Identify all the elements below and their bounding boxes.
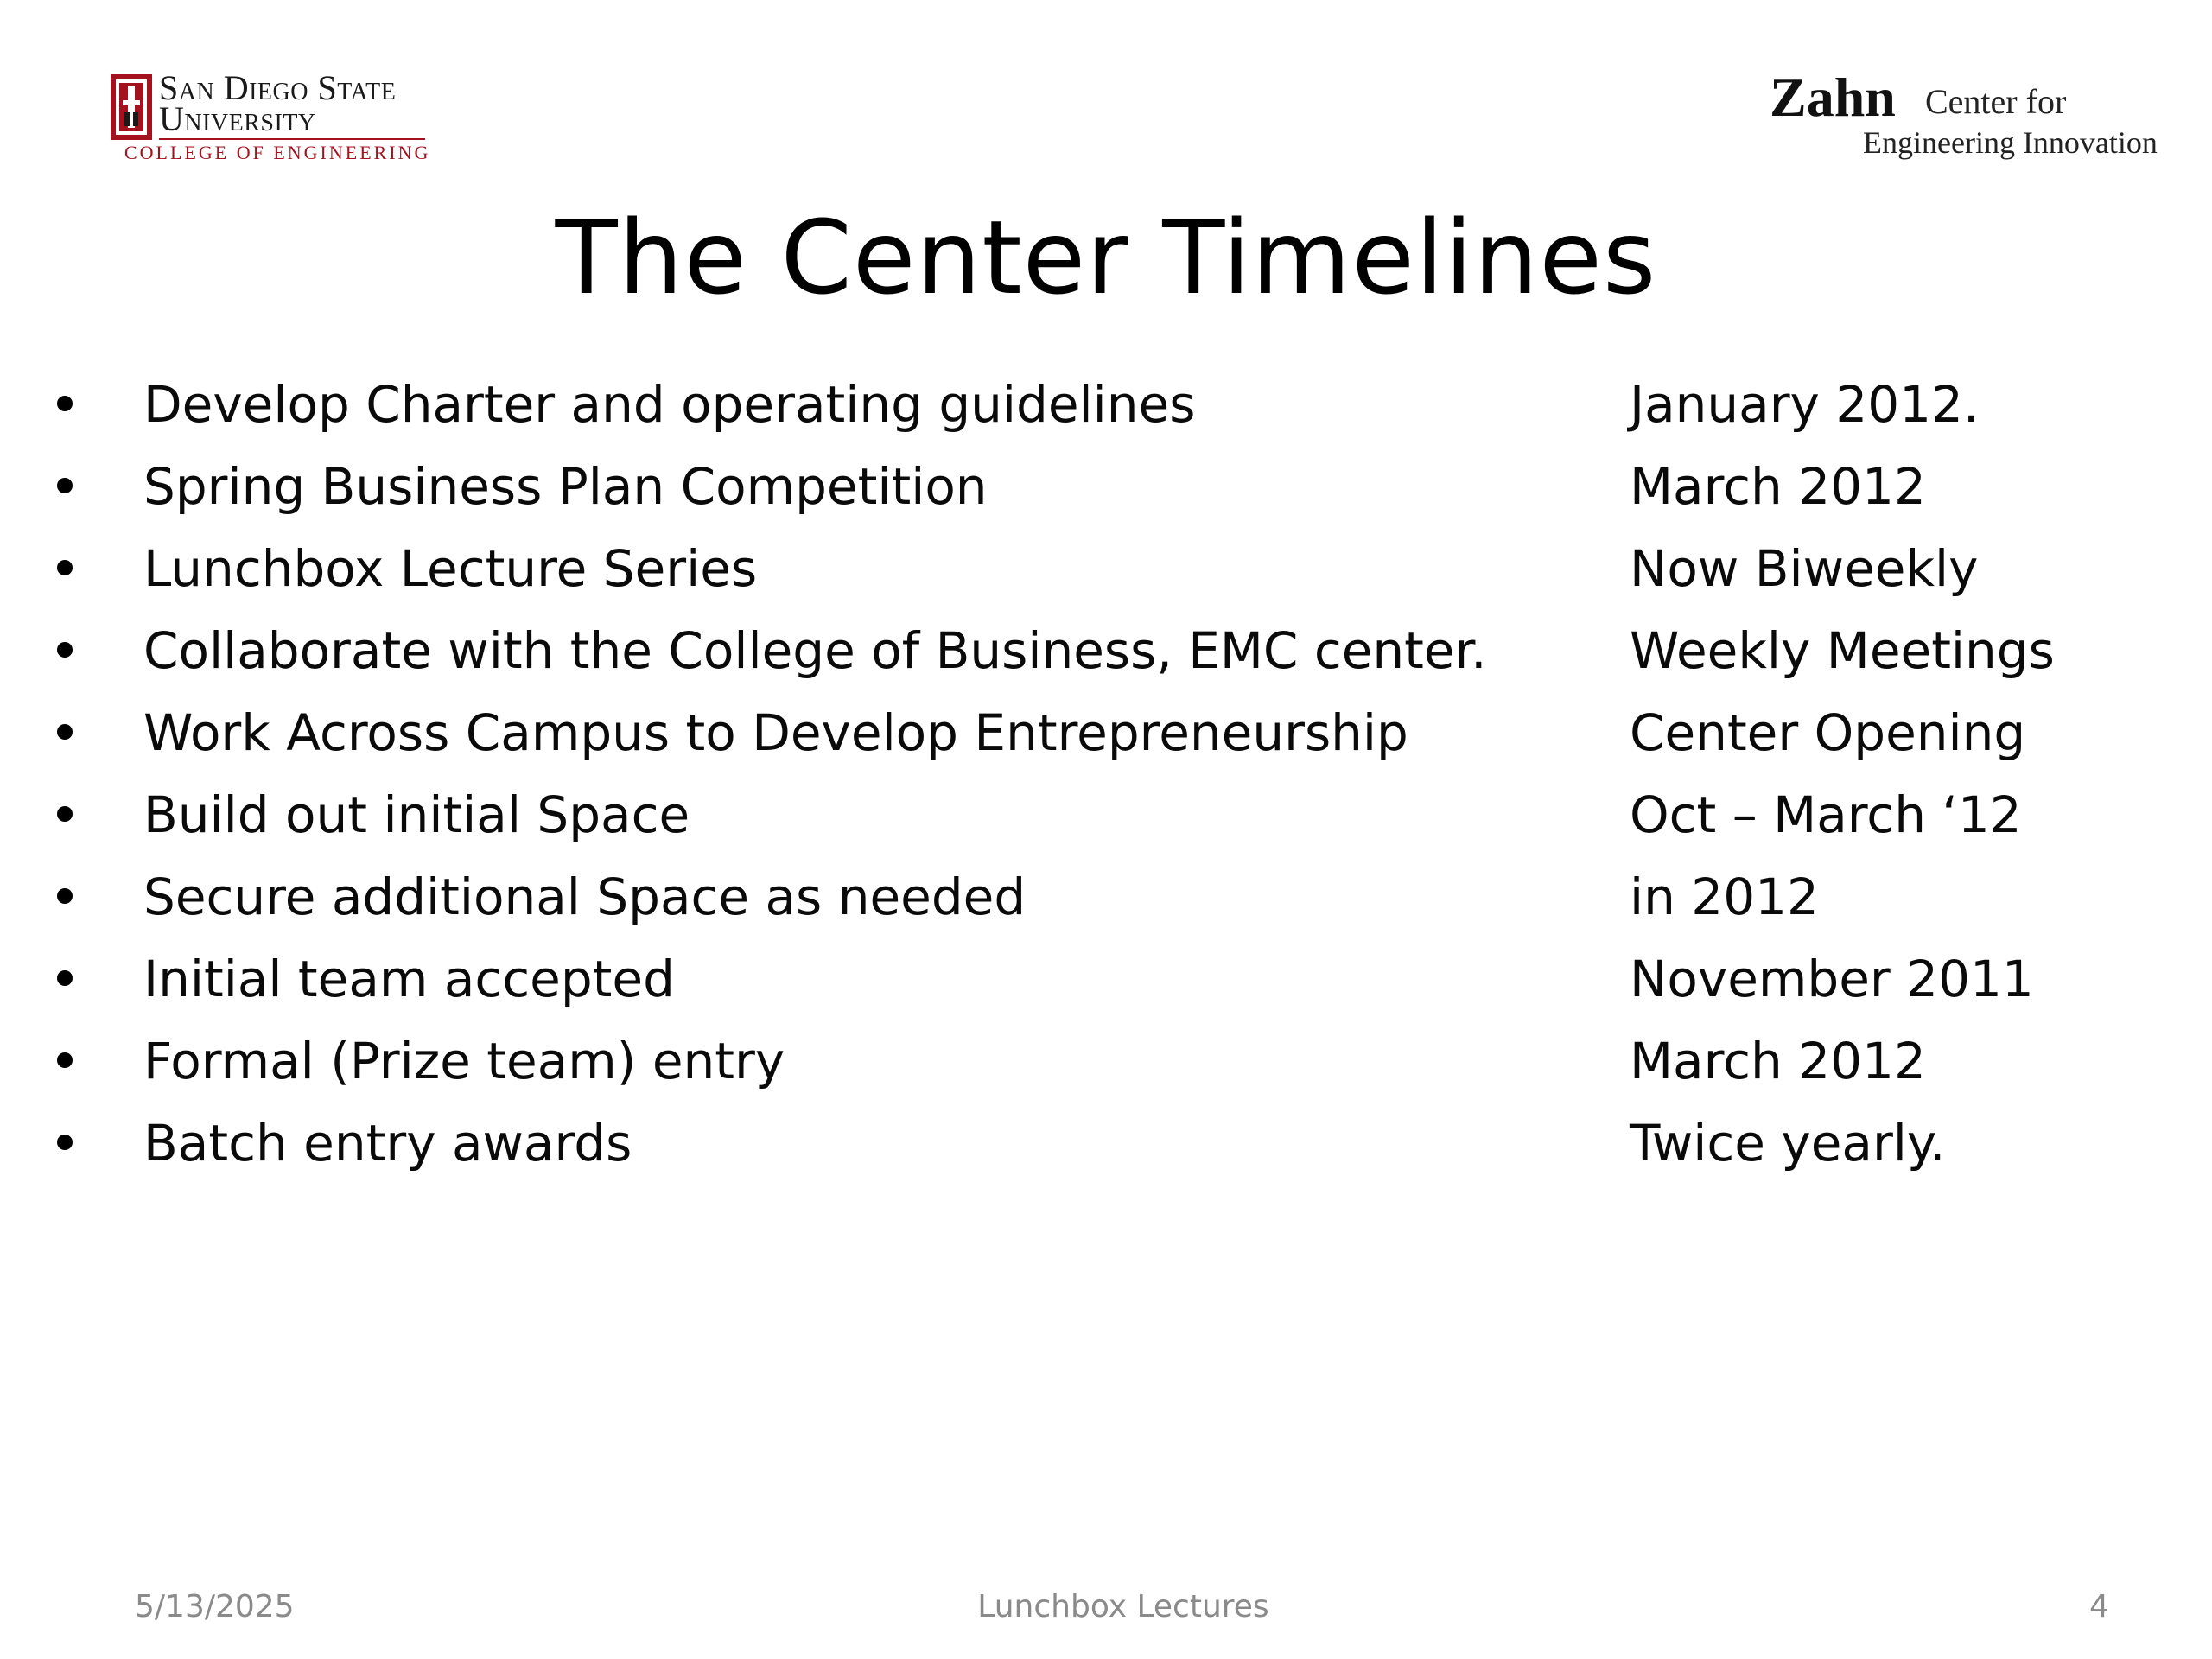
timeline-row <box>0 705 2212 787</box>
footer-date: 5/13/2025 <box>135 1589 295 1624</box>
footer-title: Lunchbox Lectures <box>977 1589 1269 1624</box>
timeline-row <box>0 459 2212 541</box>
bullet-icon <box>57 806 73 822</box>
bullet-icon <box>57 970 73 986</box>
timeline-list <box>0 377 2212 1198</box>
timeline-date: March 2012 <box>1630 457 1926 516</box>
bullet-icon <box>57 888 73 904</box>
timeline-row <box>0 541 2212 623</box>
timeline-date: November 2011 <box>1630 950 2034 1008</box>
timeline-item: Secure additional Space as needed <box>143 868 1027 926</box>
slide-title: The Center Timelines <box>555 198 1657 317</box>
timeline-row <box>0 951 2212 1033</box>
sdsu-name-line2: University <box>159 99 316 138</box>
sdsu-logo <box>111 68 431 169</box>
zahn-name: Zahn <box>1770 67 1896 128</box>
timeline-item: Collaborate with the College of Business, EMC center. <box>143 621 1487 680</box>
zahn-tagline-line1: Center for <box>1925 82 2067 121</box>
timeline-date: in 2012 <box>1630 868 1819 926</box>
timeline-row <box>0 377 2212 459</box>
bullet-icon <box>57 724 73 740</box>
timeline-item: Develop Charter and operating guidelines <box>143 375 1196 434</box>
timeline-item: Build out initial Space <box>143 785 690 844</box>
bullet-icon <box>57 1052 73 1068</box>
bullet-icon <box>57 642 73 658</box>
timeline-row <box>0 623 2212 705</box>
timeline-date: Now Biweekly <box>1630 539 1979 598</box>
timeline-date: Twice yearly. <box>1630 1114 1946 1173</box>
timeline-date: March 2012 <box>1630 1032 1926 1090</box>
sdsu-divider <box>159 138 425 140</box>
timeline-row <box>0 1116 2212 1198</box>
timeline-date: January 2012. <box>1630 375 1980 434</box>
timeline-item: Work Across Campus to Develop Entrepreneurship <box>143 703 1408 762</box>
timeline-date: Weekly Meetings <box>1630 621 2055 680</box>
timeline-item: Spring Business Plan Competition <box>143 457 988 516</box>
timeline-row <box>0 1033 2212 1116</box>
bullet-icon <box>57 560 73 575</box>
timeline-item: Initial team accepted <box>143 950 675 1008</box>
timeline-date: Center Opening <box>1630 703 2026 762</box>
sdsu-name-line1: San Diego State <box>159 68 397 107</box>
timeline-row <box>0 869 2212 951</box>
zahn-logo <box>1763 66 2158 169</box>
timeline-item: Lunchbox Lecture Series <box>143 539 758 598</box>
timeline-date: Oct – March ‘12 <box>1630 785 2022 844</box>
sdsu-seal-icon <box>111 74 152 140</box>
bullet-icon <box>57 1135 73 1150</box>
timeline-item: Batch entry awards <box>143 1114 632 1173</box>
timeline-row <box>0 787 2212 869</box>
timeline-item: Formal (Prize team) entry <box>143 1032 785 1090</box>
sdsu-college-name: COLLEGE OF ENGINEERING <box>124 142 431 163</box>
zahn-tagline-line2: Engineering Innovation <box>1863 125 2158 160</box>
slide-number: 4 <box>2089 1589 2109 1624</box>
bullet-icon <box>57 396 73 411</box>
bullet-icon <box>57 478 73 493</box>
